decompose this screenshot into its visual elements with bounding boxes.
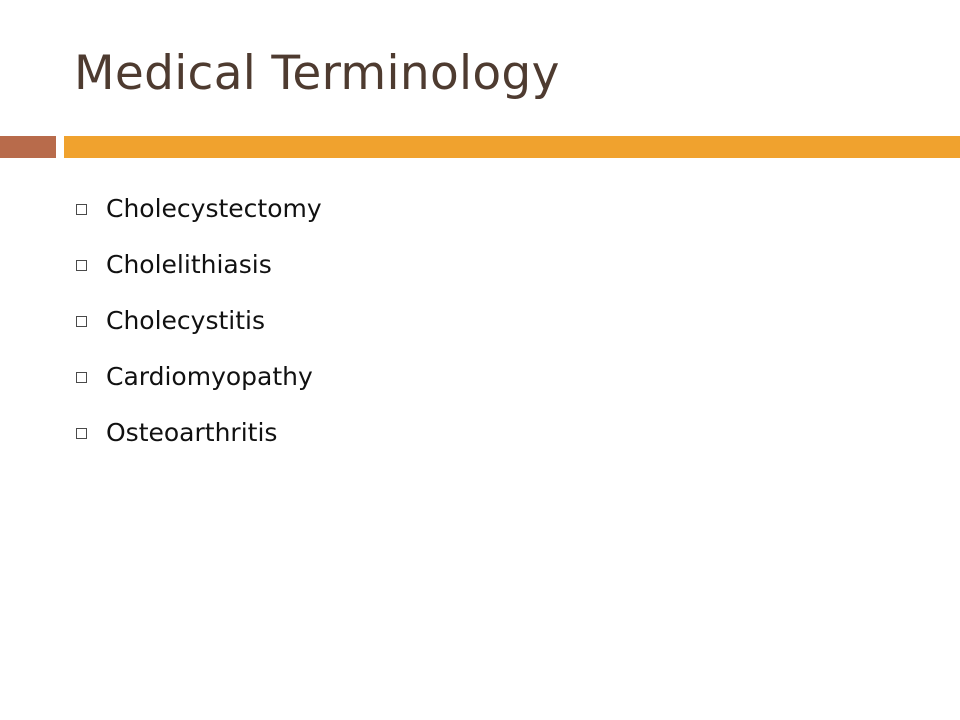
square-bullet-icon — [76, 260, 87, 271]
square-bullet-icon — [76, 372, 87, 383]
bullet-text: Cholecystectomy — [106, 193, 322, 223]
bullet-text: Osteoarthritis — [106, 417, 278, 447]
bullet-item — [76, 236, 322, 292]
bullet-item — [76, 292, 322, 348]
accent-bar-left — [0, 136, 56, 158]
bullet-item — [76, 404, 322, 460]
bullet-text: Cardiomyopathy — [106, 361, 313, 391]
bullet-item — [76, 348, 322, 404]
square-bullet-icon — [76, 428, 87, 439]
bullet-text: Cholecystitis — [106, 305, 266, 335]
bullet-list — [76, 180, 322, 460]
bullet-text: Cholelithiasis — [106, 249, 272, 279]
bullet-item — [76, 180, 322, 236]
square-bullet-icon — [76, 204, 87, 215]
square-bullet-icon — [76, 316, 87, 327]
slide-title: Medical Terminology — [74, 46, 560, 101]
accent-bar-right — [64, 136, 960, 158]
